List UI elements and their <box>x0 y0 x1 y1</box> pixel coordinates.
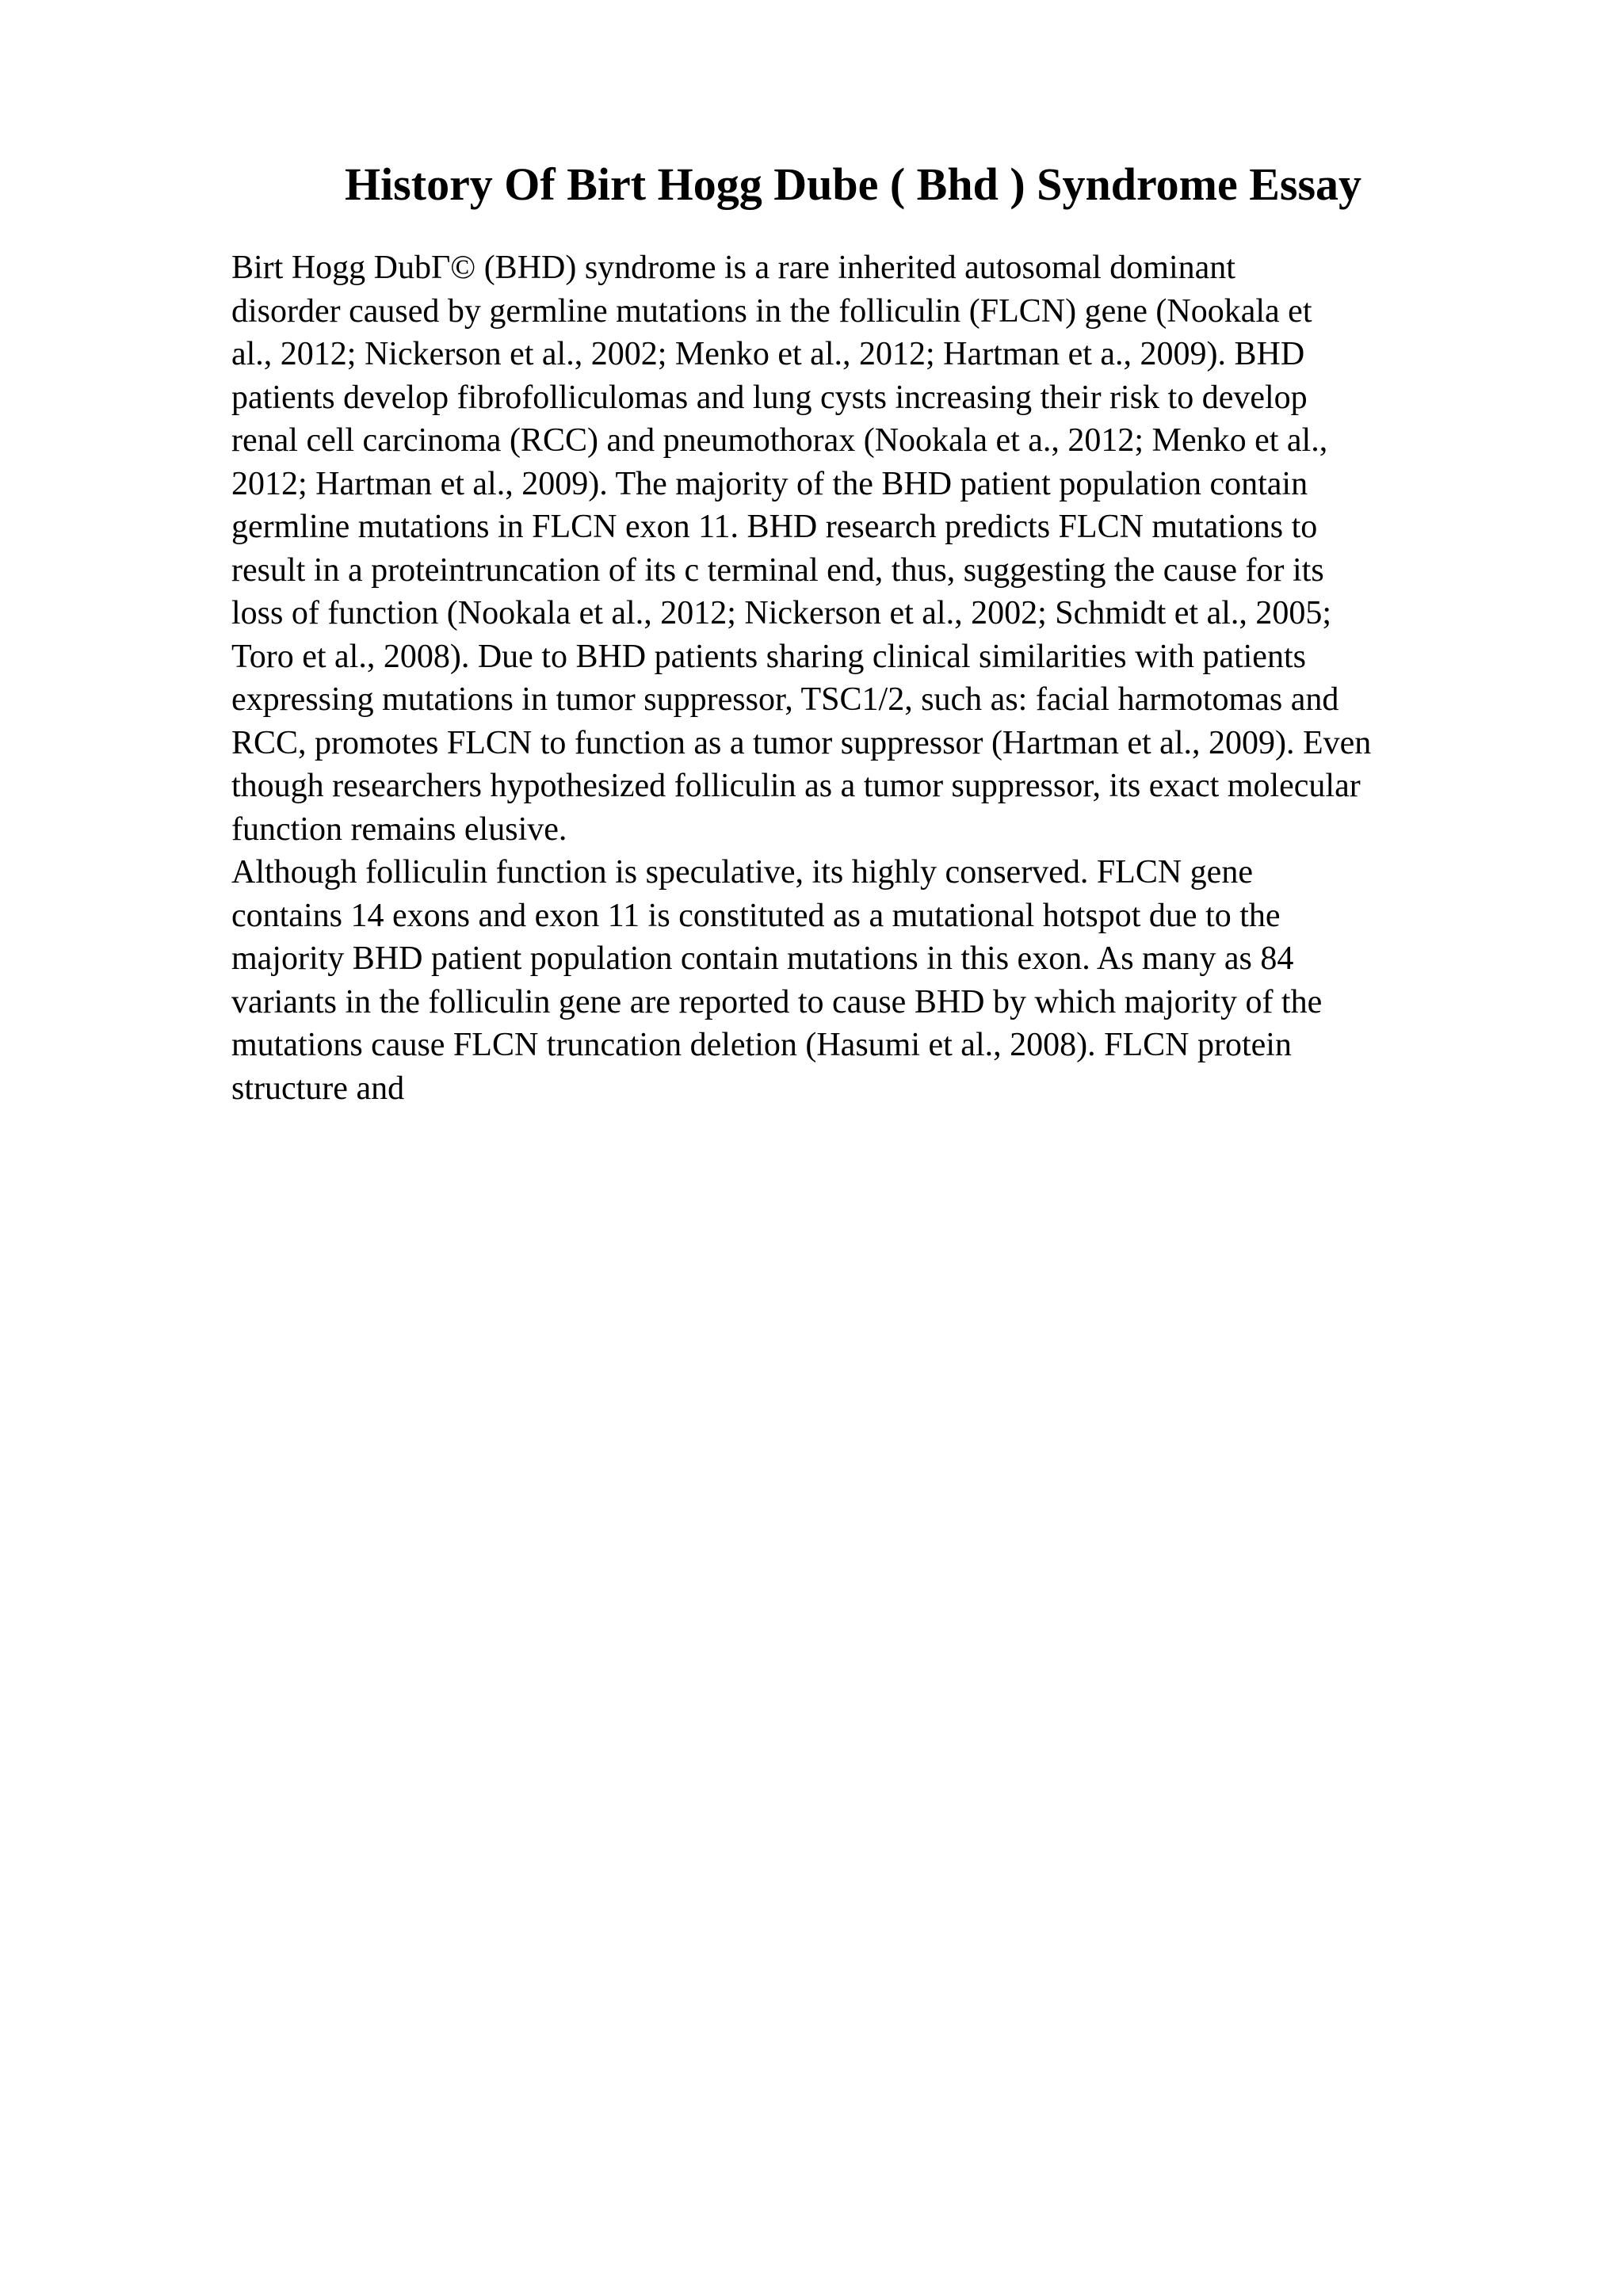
document-title: History Of Birt Hogg Dube ( Bhd ) Syndrome Essay <box>344 158 1362 210</box>
paragraph-line: RCC, promotes FLCN to function as a tumor suppressor (Hartman et al., 2009). Even <box>231 724 1372 761</box>
paragraph-2 <box>231 851 1499 1110</box>
paragraph-line: variants in the folliculin gene are reported to cause BHD by which majority of the <box>231 983 1323 1020</box>
paragraph-line: 2012; Hartman et al., 2009). The majority of the BHD patient population contain <box>231 465 1308 502</box>
document-body <box>231 246 1499 1110</box>
paragraph-line: mutations cause FLCN truncation deletion (Hasumi et al., 2008). FLCN protein <box>231 1027 1292 1063</box>
paragraph-line: contains 14 exons and exon 11 is constituted as a mutational hotspot due to the <box>231 897 1281 934</box>
paragraph-line: renal cell carcinoma (RCC) and pneumothorax (Nookala et a., 2012; Menko et al., <box>231 422 1328 459</box>
paragraph-line: function remains elusive. <box>231 810 567 848</box>
paragraph-line: Birt Hogg DubГ© (BHD) syndrome is a rare inherited autosomal dominant <box>231 250 1235 286</box>
paragraph-line: majority BHD patient population contain mutations in this exon. As many as 84 <box>231 940 1294 977</box>
paragraph-line: result in a proteintruncation of its c terminal end, thus, suggesting the cause for its <box>231 551 1324 589</box>
paragraph-line: Toro et al., 2008). Due to BHD patients sharing clinical similarities with patients <box>231 638 1306 675</box>
paragraph-line: loss of function (Nookala et al., 2012; Nickerson et al., 2002; Schmidt et al., 2005; <box>231 595 1332 631</box>
paragraph-line: though researchers hypothesized folliculin as a tumor suppressor, its exact molecular <box>231 768 1361 804</box>
paragraph-line: disorder caused by germline mutations in the folliculin (FLCN) gene (Nookala et <box>231 292 1312 330</box>
paragraph-line: germline mutations in FLCN exon 11. BHD research predicts FLCN mutations to <box>231 509 1318 545</box>
paragraph-line: Although folliculin function is speculative, its highly conserved. FLCN gene <box>231 854 1253 891</box>
paragraph-line: patients develop fibrofolliculomas and lung cysts increasing their risk to develop <box>231 379 1308 416</box>
paragraph-line: al., 2012; Nickerson et al., 2002; Menko et al., 2012; Hartman et a., 2009). BHD <box>231 336 1305 372</box>
paragraph-line: structure and <box>231 1070 405 1107</box>
paragraph-line: expressing mutations in tumor suppressor, TSC1/2, such as: facial harmotomas and <box>231 681 1339 718</box>
paragraph-1 <box>231 246 1499 851</box>
